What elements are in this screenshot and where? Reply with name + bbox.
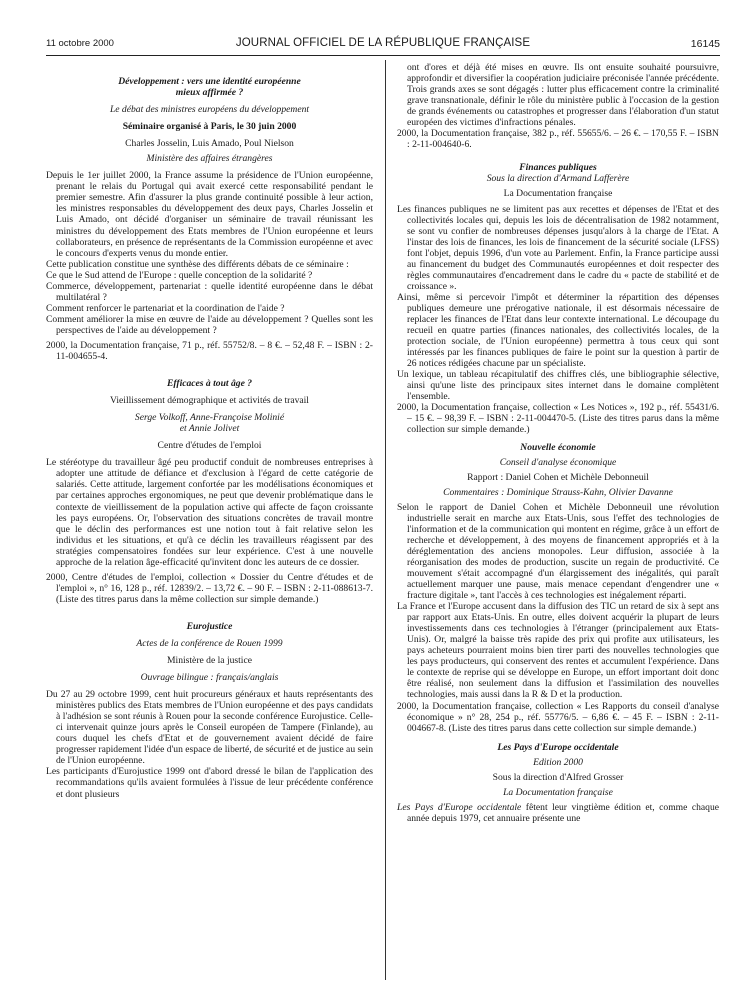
notice-authors-line2: et Annie Jolivet: [179, 423, 240, 435]
notice-developpement: [46, 76, 373, 362]
notice-paragraph: Les participants d'Eurojustice 1999 ont d'abord dressé le bilan de l'application des recommandations qu'ils avaient formulées à l'issue de leur précédente conférence et dont plusieurs: [46, 766, 373, 800]
notice-paragraph: Ainsi, même si percevoir l'impôt et déterminer la répartition des dépenses publiques demeure une prérogative nationale, il est désormais nécessaire de replacer les finances de l'Etat dans leur contexte international. Le découpage du recueil en quatre parties (finances nationales, des collectivités locales, de la protection sociale, de l'Union européenne) permettra à tous ceux qui sont intéressés par les finances publiques de faire le point sur la question à partir de 26 notices rédigées chacune par un spécialiste.: [397, 291, 719, 370]
notice-direction: Sous la direction d'Alfred Grosser: [492, 771, 624, 783]
notice-efficaces: [46, 378, 373, 605]
notice-reference: 2000, la Documentation française, collection « Les Notices », 192 p., réf. 55431/6. – 15 €. – 98,39 F. – ISBN : 2-11-004470-5. (Liste des titres parus dans la même collection sur simple demande.): [397, 402, 719, 436]
notice-question: Comment améliorer la mise en œuvre de l'aide au développement ? Quelles sont les perspectives de l'aide au développement ?: [46, 313, 373, 336]
notice-authors: Serge Volkoff, Anne-Françoise Molinié: [134, 412, 285, 424]
notice-authors: Charles Josselin, Luis Amado, Poul Nielson: [125, 138, 294, 150]
notice-question: Ce que le Sud attend de l'Europe : quelle conception de la solidarité ?: [46, 269, 313, 281]
column-divider: [385, 60, 386, 980]
notice-pays-europe: [397, 742, 719, 824]
notice-subtitle: Actes de la conférence de Rouen 1999: [136, 637, 283, 649]
notice-ministry: Ministère des affaires étrangères: [146, 153, 273, 165]
notice-council: Conseil d'analyse économique: [499, 456, 617, 468]
page-header: [46, 38, 720, 52]
notice-centre: Centre d'études de l'emploi: [157, 440, 262, 452]
notice-paragraph-text: fêtent leur vingtième édition et, comme chaque année depuis 1979, cet annuaire présente une: [407, 801, 720, 824]
notice-paragraph: ont d'ores et déjà été mises en œuvre. Ils ont ensuite souhaité poursuivre, approfondir et diversifier la coopération judiciaire préconisée l'année précédente. Trois grands axes se sont dégagés : lutter plus efficacement contre la criminalité grave transnationale, définir le rôle du ministère public à l'occasion de la gestion de grands événements ou catastrophes et progresser dans l'élaboration d'un statut européen des victimes d'infractions pénales.: [407, 62, 719, 129]
notice-paragraph: Du 27 au 29 octobre 1999, cent huit procureurs généraux et hauts représentants des ministères publics des Etats membres de l'Union européenne et des pays candidats à l'adhésion se sont réunis à Rouen pour la seconde conférence Eurojustice. Celle-ci intervenait quinze jours après le Conseil européen de Tampere (Finlande), au cours duquel les chefs d'Etat et de gouvernement avaient décidé de faire progresser rapidement l'idée d'un espace de liberté, de sécurité et de justice au sein de l'Union européenne.: [46, 689, 373, 767]
notice-paragraph: [397, 802, 719, 824]
notice-paragraph: Un lexique, un tableau récapitulatif des chiffres clés, une bibliographie sélective, ainsi qu'une liste des principaux sites internet dans le domaine complètent l'ensemble.: [397, 369, 719, 403]
page-number: 16145: [690, 38, 720, 50]
notice-paragraph: Le stéréotype du travailleur âgé peu productif conduit de nombreuses entreprises à adopter une attitude de défiance et d'exclusion à l'égard de cette catégorie de salariés. Cette attitude, largement confortée par les modélisations économiques et par certaines approches ergonomiques, ne peut que devenir problématique dans le contexte de vieillissement de la population active qui affecte de façon croissante les pays européens. Or, l'observation des situations concrètes de travail montre que le déclin des performances est une notion tout à fait relative selon les individus et les situations, et qu'à ce déclin les travailleurs réagissent par des stratégies compensatoires fondées sur leur expérience. C'est à une nouvelle approche de la relation âge-efficacité qu'invitent donc les auteurs de ce dossier.: [46, 457, 373, 568]
notice-title: Finances publiques: [519, 162, 597, 174]
notice-seminar: Séminaire organisé à Paris, le 30 juin 2000: [122, 121, 297, 133]
notice-eurojustice-continued: [397, 62, 719, 150]
notice-title: Nouvelle économie: [520, 441, 596, 453]
notice-reference: 2000, la Documentation française, 71 p., réf. 55752/8. – 8 €. – 52,48 F. – ISBN : 2-11-004655-4.: [46, 339, 373, 363]
notice-title: Efficaces à tout âge ?: [166, 378, 253, 390]
notice-publisher: La Documentation française: [503, 786, 613, 798]
notice-subtitle: Le débat des ministres européens du développement: [109, 104, 310, 116]
header-rule: [46, 55, 720, 56]
notice-title: Les Pays d'Europe occidentale: [497, 741, 619, 753]
notice-eurojustice: [46, 621, 373, 800]
journal-title: JOURNAL OFFICIEL DE LA RÉPUBLIQUE FRANÇAISE: [235, 37, 531, 49]
notice-title: Eurojustice: [186, 620, 233, 632]
notice-paragraph: Selon le rapport de Daniel Cohen et Michèle Debonneuil une révolution industrielle serait en marche aux Etats-Unis, sous l'effet des technologies de l'information et de la communication qui montent en régime, grâce à un effort de recherche et développement, à des moyens de financement appropriés et à la déréglementation des anciens monopoles. Leur diffusion, associée à la réorganisation des modes de production, suscite un regain de productivité. Ce mouvement s'était accompagné d'un élargissement des inégalités, qui paraît actuellement marquer une pause, mais menace cependant d'engendrer une « fracture digitale », tant l'accès à ces technologies est inégalement réparti.: [397, 501, 719, 602]
notice-reference: 2000, la Documentation française, collection « Les Rapports du conseil d'analyse économique » n° 28, 254 p., réf. 55776/5. – 6,86 €. – 45 F. – ISBN : 2-11-004667-8. (Liste des titres parus dans cette collection sur simple demande.): [397, 700, 719, 734]
notice-title-line2: mieux affirmée ?: [175, 87, 244, 99]
notice-subtitle: Vieillissement démographique et activités de travail: [110, 395, 309, 407]
notice-question: Commerce, développement, partenariat : quelle identité européenne dans le débat multilatéral ?: [46, 280, 373, 303]
notice-paragraph: Depuis le 1er juillet 2000, la France assume la présidence de l'Union européenne, prenant le relais du Portugal qui avait exercé cette responsabilité pendant le premier semestre. Afin d'assurer la plus grande continuité possible à leur action, les ministres responsables du développement des deux pays, Charles Josselin et Luis Amado, ont décidé d'organiser un séminaire de travail réunissant les ministres du développement des Etats membres de l'Union européenne et leurs collaborateurs, en présence de représentants de la Commission européenne et avec le concours d'experts venus du monde entier.: [46, 170, 373, 259]
notice-paragraph: Cette publication constitue une synthèse des différents débats de ce séminaire :: [46, 258, 349, 270]
notice-comments: Commentaires : Dominique Strauss-Kahn, Olivier Davanne: [443, 486, 673, 498]
notice-title: Développement : vers une identité européenne: [118, 76, 301, 87]
notice-edition: Edition 2000: [533, 756, 583, 768]
notice-report: Rapport : Daniel Cohen et Michèle Debonneuil: [467, 471, 649, 483]
notice-nouvelle-economie: [397, 442, 719, 734]
notice-language: Ouvrage bilingue : français/anglais: [140, 672, 279, 684]
notice-reference: 2000, la Documentation française, 382 p., réf. 55655/6. – 26 €. – 170,55 F. – ISBN : 2-11-004640-6.: [397, 128, 719, 151]
notice-finances-publiques: [397, 162, 719, 435]
notice-paragraph: Les finances publiques ne se limitent pas aux recettes et dépenses de l'Etat et des collectivités locales qui, depuis les lois de décentralisation de 1982 notamment, se sont vu confier de nombreuses dépenses jusqu'alors à la charge de l'Etat. A l'instar des lois de finances, les lois de financement de la sécurité sociale (LFSS) font l'objet, depuis 1996, d'un vote au Parlement. Enfin, la France participe aussi au financement du budget des Communautés européennes et doit respecter des règles communautaires d'encadrement dans le cadre du « pacte de stabilité et de croissance ».: [397, 203, 719, 292]
notice-inline-title: Les Pays d'Europe occidentale: [397, 801, 522, 813]
header-date: 11 octobre 2000: [46, 38, 114, 49]
notice-direction: Sous la direction d'Armand Lafferère: [486, 173, 630, 185]
right-column: [397, 62, 719, 824]
left-column: [46, 76, 373, 800]
notice-publisher: La Documentation française: [503, 188, 613, 200]
notice-ministry: Ministère de la justice: [167, 655, 252, 667]
notice-question: Comment renforcer le partenariat et la coordination de l'aide ?: [46, 302, 285, 314]
notice-reference: 2000, Centre d'études de l'emploi, collection « Dossier du Centre d'études et de l'emploi », n° 16, 128 p., réf. 12839/2. – 13,72 €. – 90 F. – ISBN : 2-11-088613-7. (Liste des titres parus dans la même collection sur simple demande.): [46, 571, 373, 605]
notice-paragraph: La France et l'Europe accusent dans la diffusion des TIC un retard de six à sept ans par rapport aux Etats-Unis. En outre, elles doivent acquérir la plupart de leurs investissements dans ces technologies à l'étranger (principalement aux Etats-Unis). Or, malgré la baisse très rapide des prix qui profite aux utilisateurs, les pays acheteurs pourraient moins bien tirer parti des nouvelles technologies que les pays producteurs, qui conservent des rentes et accumulent l'expérience. Dans le contexte de reprise qui se développe en Europe, un effort important doit donc être réalisé, non seulement dans la diffusion et l'assimilation des nouvelles technologies, mais aussi dans la R & D et la production.: [397, 601, 719, 701]
